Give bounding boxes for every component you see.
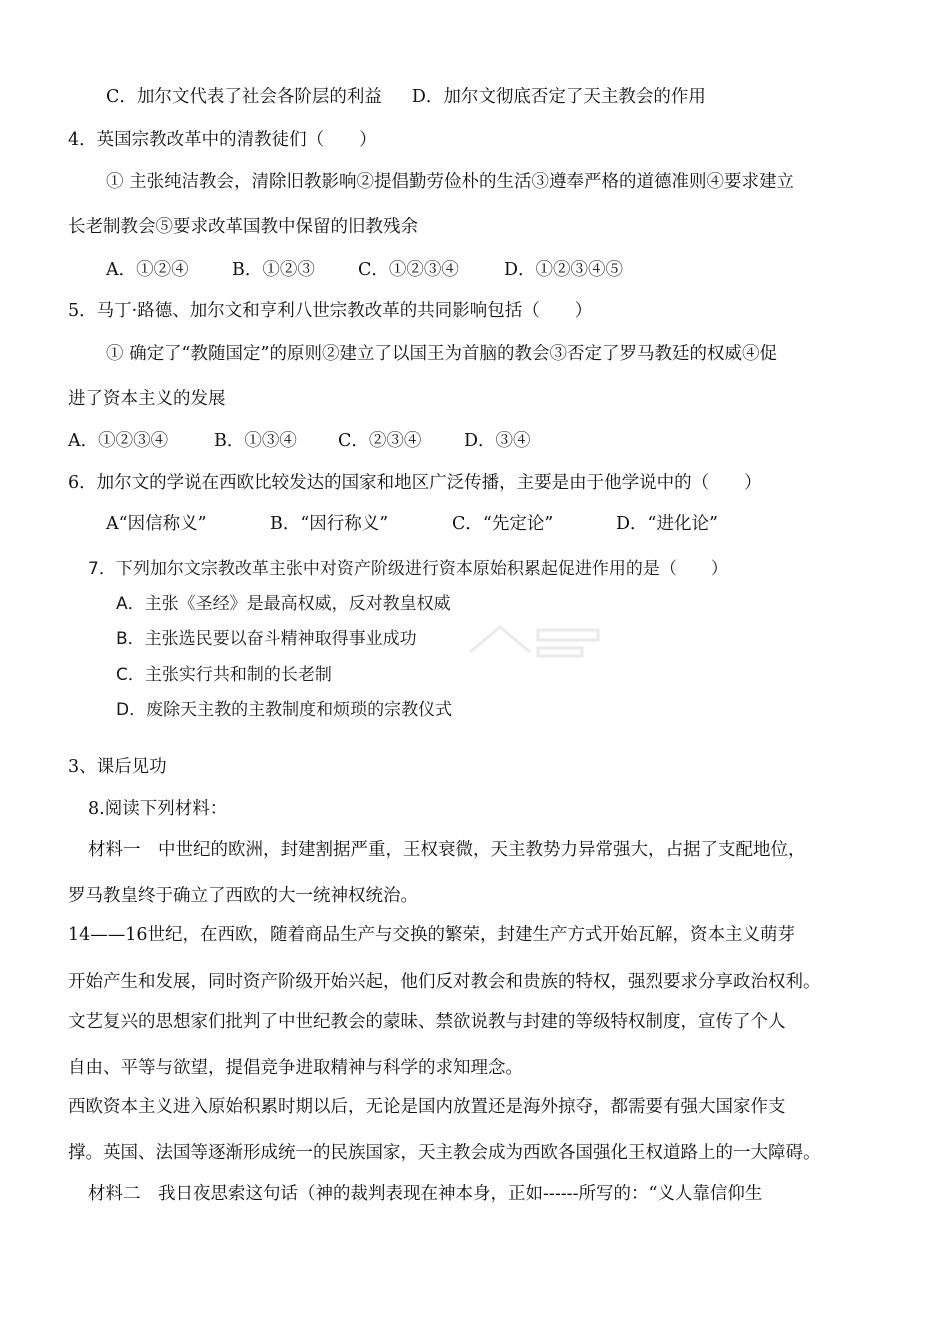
q8-material1-line1: 材料一 中世纪的欧洲，封建割据严重，王权衰微，天主教势力异常强大，占据了支配地位， [88, 840, 806, 860]
q3-options-row [106, 85, 706, 109]
q6-option-a: A“因信称义” [106, 514, 207, 534]
q4-option-d: D．①②③④⑤ [504, 260, 624, 280]
q4-items-line2: 长老制教会⑤要求改革国教中保留的旧教残余 [68, 217, 418, 237]
q5-stem: 5．马丁·路德、加尔文和亨利八世宗教改革的共同影响包括（ ） [68, 301, 593, 321]
q8-paragraph2-line1: 14——16世纪，在西欧，随着商品生产与交换的繁荣，封建生产方式开始瓦解，资本主义萌芽 [68, 925, 796, 945]
q4-options-row [106, 258, 623, 282]
q5-options-row [68, 429, 531, 453]
q6-stem: 6．加尔文的学说在西欧比较发达的国家和地区广泛传播，主要是由于他学说中的（ ） [68, 473, 762, 493]
q7-option-c: C．主张实行共和制的长老制 [116, 665, 332, 685]
q3-option-c: C．加尔文代表了社会各阶层的利益 [106, 87, 382, 107]
q7-stem: 7．下列加尔文宗教改革主张中对资产阶级进行资本原始积累起促进作用的是（ ） [88, 559, 728, 579]
q8-paragraph4-line1: 西欧资本主义进入原始积累时期以后，无论是国内放置还是海外掠夺，都需要有强大国家作支 [68, 1097, 786, 1117]
q5-items-line2: 进了资本主义的发展 [68, 389, 226, 409]
q6-option-b: B．“因行称义” [270, 514, 389, 534]
q5-option-d: D．③④ [464, 431, 531, 451]
q5-option-c: C．②③④ [338, 431, 422, 451]
q7-option-b: B．主张选民要以奋斗精神取得事业成功 [116, 629, 417, 649]
q8-paragraph3-line1: 文艺复兴的思想家们批判了中世纪教会的蒙昧、禁欲说教与封建的等级特权制度，宣传了个人 [68, 1012, 786, 1032]
q8-material2-line1: 材料二 我日夜思索这句话（神的裁判表现在神本身，正如------所写的：“义人靠信仰生 [88, 1184, 763, 1204]
q8-material1-line2: 罗马教皇终于确立了西欧的大一统神权统治。 [68, 886, 418, 906]
q6-options-row [106, 512, 718, 536]
q5-option-b: B．①③④ [214, 431, 297, 451]
q5-option-a: A．①②③④ [68, 431, 169, 451]
q4-option-a: A．①②④ [106, 260, 189, 280]
q8-paragraph2-line2: 开始产生和发展，同时资产阶级开始兴起，他们反对教会和贵族的特权，强烈要求分享政治权利。 [68, 972, 821, 992]
q4-stem: 4．英国宗教改革中的清教徒们（ ） [68, 130, 377, 150]
watermark-logo-icon [460, 612, 610, 682]
q6-option-d: D．“进化论” [616, 514, 718, 534]
q3-option-d: D．加尔文彻底否定了天主教会的作用 [411, 87, 706, 107]
q7-option-d: D．废除天主教的主教制度和烦琐的宗教仪式 [116, 700, 453, 720]
q8-paragraph4-line2: 撑。英国、法国等逐渐形成统一的民族国家，天主教会成为西欧各国强化王权道路上的一大障碍。 [68, 1143, 821, 1163]
q4-option-b: B．①②③ [232, 260, 315, 280]
q8-paragraph3-line2: 自由、平等与欲望，提倡竞争进取精神与科学的求知理念。 [68, 1058, 523, 1078]
q7-option-a: A．主张《圣经》是最高权威，反对教皇权威 [116, 594, 451, 614]
section-title: 3、课后见功 [68, 757, 167, 777]
q6-option-c: C．“先定论” [452, 514, 554, 534]
q8-stem: 8.阅读下列材料： [88, 799, 228, 819]
q4-items-line1: ① 主张纯洁教会，清除旧教影响②提倡勤劳俭朴的生活③遵奉严格的道德准则④要求建立 [106, 172, 795, 192]
q4-option-c: C．①②③④ [358, 260, 459, 280]
q5-items-line1: ① 确定了“教随国定”的原则②建立了以国王为首脑的教会③否定了罗马教廷的权威④促 [106, 344, 777, 364]
